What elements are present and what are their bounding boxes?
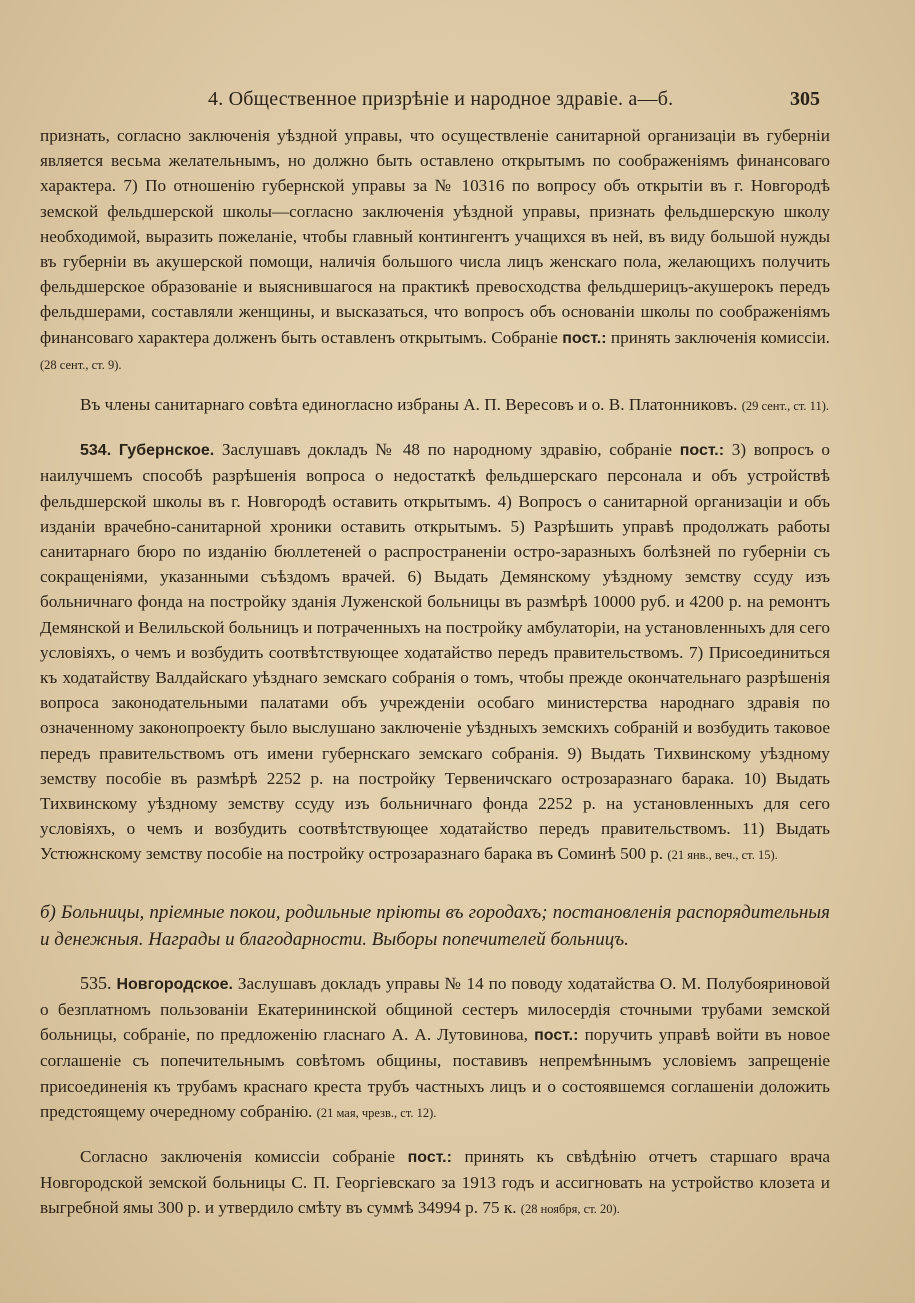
- paragraph-text: Согласно заключенія комиссіи собраніе: [80, 1146, 408, 1166]
- section-heading-b: б) Больницы, пріемные покои, родильные пріюты въ городахъ; постановленія распорядительныя и денежныя. Награды и благодарности. Выборы попечителей больницъ.: [40, 901, 830, 950]
- session-reference: (21 мая, чрезв., ст. 12).: [316, 1105, 437, 1120]
- paragraph-text: Заслушавъ докладъ № 48 по народному здравію, собраніе: [214, 440, 680, 460]
- session-reference: (29 сент., ст. 11).: [741, 399, 829, 414]
- decision-marker: пост.:: [407, 1148, 452, 1166]
- paragraph-text: поручить управѣ войти въ новое соглашеніе съ попечительнымъ совѣтомъ общины, поставивъ непремѣннымъ условіемъ запрещеніе присоединенія къ трубамъ краснаго креста трубъ частныхъ лицъ и о состоявшемся соглашеніи доложить предстоящему очередному собранію.: [40, 1025, 830, 1121]
- entry-number: 535.: [80, 972, 112, 993]
- session-reference: (28 ноября, ст. 20).: [520, 1202, 620, 1217]
- entry-assembly-name: Новгородское.: [116, 975, 233, 993]
- page-header: [0, 88, 915, 112]
- entry-535: [40, 971, 830, 1126]
- session-reference: (21 янв., веч., ст. 15).: [667, 848, 778, 863]
- body-text: [40, 123, 830, 1223]
- paragraph-continuation: [40, 123, 830, 378]
- running-title: 4. Общественное призрѣніе и народное здравіе. а—б.: [208, 88, 674, 110]
- decision-marker: пост.:: [679, 442, 725, 460]
- paragraph-council-election: [40, 392, 830, 419]
- paragraph-hospital-report: [40, 1144, 830, 1223]
- paragraph-text: признать, согласно заключенія уѣздной управы, что осуществленіе санитарной организаціи въ губерніи является весьма желательнымъ, но должно быть оставлено открытымъ по соображеніямъ финансоваго характера. 7) По отношенію губернской управы за № 10316 по вопросу объ открытіи въ г. Новгородѣ земской фельдшерской школы—согласно заключенія уѣздной управы, признать фельдшерскую школу необходимой, выразить пожеланіе, чтобы главный контингентъ учащихся въ ней, въ виду большой нужды въ губерніи въ акушерской помощи, наличія большого числа лицъ женскаго пола, желающихъ получить фельдшерское образованіе и выяснившагося на практикѣ превосходства фельдшерицъ-акушерокъ передъ фельдшерами, составляли женщины, и высказаться, что вопросъ объ основаніи школы по соображеніямъ финансоваго характера долженъ быть оставленъ открытымъ. Собраніе: [40, 126, 830, 347]
- entry-534: [40, 437, 830, 868]
- page-number: 305: [790, 88, 820, 110]
- session-reference: (28 сент., ст. 9).: [40, 357, 122, 372]
- paragraph-text: принять къ свѣдѣнію отчетъ старшаго врача Новгородской земской больницы С. П. Георгіевскаго за 1913 годъ и ассигновать на устройство клозета и выгребной ямы 300 р. и утвердило смѣту въ суммѣ 34994 р. 75 к.: [40, 1146, 830, 1218]
- paragraph-text: Заслушавъ докладъ управы № 14 по поводу ходатайства О. М. Полубояриновой о безплатномъ пользованіи Екатерининской общиной сестеръ милосердія сточными трубами земской больницы, собраніе, по предложенію гласнаго А. А. Лутовинова,: [40, 973, 830, 1045]
- entry-assembly-name: Губернское.: [118, 442, 215, 460]
- decision-marker: пост.:: [562, 329, 607, 347]
- decision-marker: пост.:: [534, 1027, 579, 1045]
- paragraph-text: принять заключенія комиссіи.: [606, 327, 830, 347]
- paragraph-text: 3) вопросъ о наилучшемъ способѣ разрѣшенія вопроса о недостаткѣ фельдшерскаго персонала и объ устройствѣ фельдшерской школы въ г. Новгородѣ оставить открытымъ. 4) Вопросъ о санитарной организаціи и объ изданіи врачебно-санитарной хроники оставить открытымъ. 5) Разрѣшить управѣ продолжать работы санитарнаго бюро по изданію бюллетеней о распространеніи остро-заразныхъ болѣзней по губерніи съ сокращеніями, указанными съѣздомъ врачей. 6) Выдать Демянскому уѣздному земству ссуду изъ больничнаго фонда на постройку зданія Луженской больницы въ размѣрѣ 10000 руб. и 4200 р. на ремонтъ Демянской и Велильской больницъ и потраченныхъ на постройку амбулаторіи, на установленныхъ для сего условіяхъ, о чемъ и возбудить соотвѣтствующее ходатайство передъ правительствомъ. 7) Присоединиться къ ходатайству Валдайскаго уѣзднаго земскаго собранія о томъ, чтобы прежде окончательнаго разрѣшенія вопроса законодательными палатами объ учрежденіи особаго министерства народнаго здравія по означенному законопроекту было выслушано заключеніе уѣздныхъ земскихъ собраній и возбудить таковое передъ правительствомъ отъ имени губернскаго земскаго собранія. 9) Выдать Тихвинскому уѣздному земству пособіе въ размѣрѣ 2252 р. на постройку Тервеничскаго острозаразнаго барака. 10) Выдать Тихвинскому уѣздному земству ссуду изъ больничнаго фонда 2252 р. на установленныхъ для сего условіяхъ, о чемъ и возбудить соотвѣтствующее ходатайство передъ правительствомъ. 11) Выдать Устюжнскому земству пособіе на постройку острозаразнаго барака въ Соминѣ 500 р.: [40, 440, 830, 864]
- entry-number: 534.: [80, 442, 112, 460]
- paragraph-text: Въ члены санитарнаго совѣта единогласно избраны А. П. Вересовъ и о. В. Платонниковъ.: [80, 395, 738, 415]
